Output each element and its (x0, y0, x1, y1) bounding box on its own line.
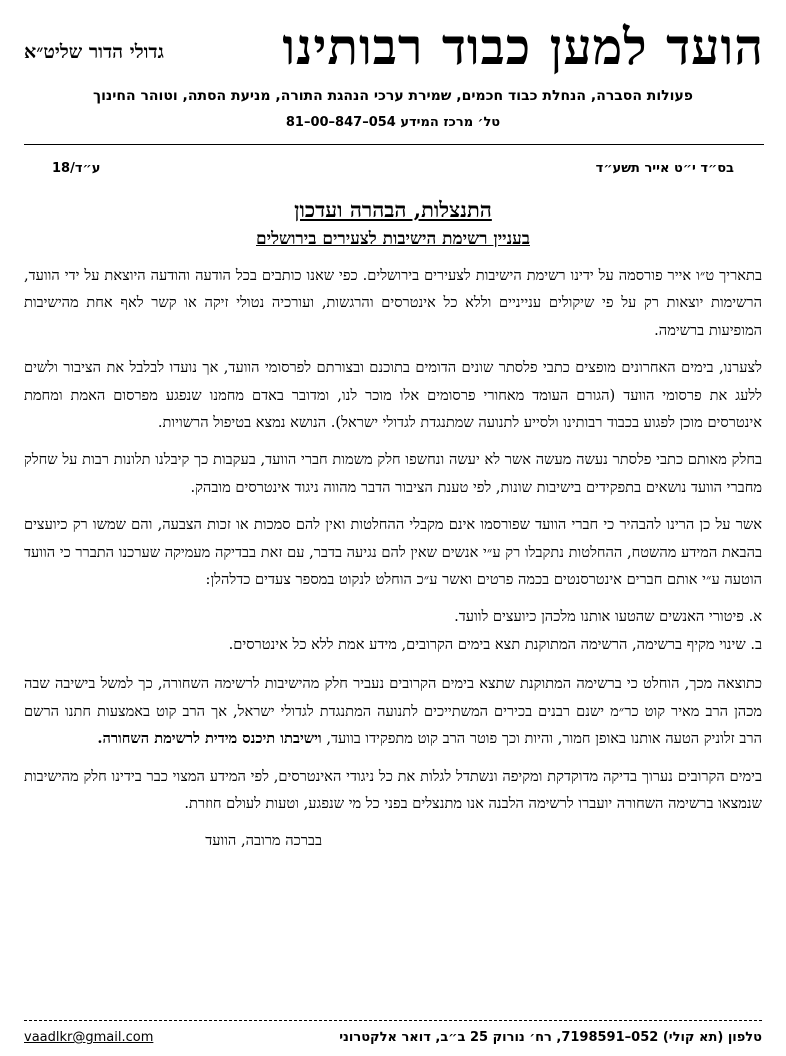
footer-divider (24, 1020, 762, 1021)
info-center-phone: טל׳ מרכז המידע 054–847–00–81 (285, 115, 501, 130)
action-item-b: ב. שינוי מקיף ברשימה, הרשימה המתוקנת תצא בימים הקרובים, מידע אמת ללא כל אינטרסים. (228, 635, 762, 653)
document-reference: 18/ע״ד (52, 161, 101, 176)
footer-contact: טלפון (תא קולי) 052–7198591, רח׳ נורוק 25 ב״ב, דואר אלקטרוני (339, 1030, 762, 1045)
subheadline: בעניין רשימת הישיבות לצעירים בירושלים (256, 229, 530, 249)
paragraph-final: בימים הקרובים נערוך בדיקה מדוקדקת ומקיפה ונשתדל לגלות את כל ניגודי האינטרסים, לפי המידע המצוי כבר בידינו חלק מהישיבות שנמצאו ברשימה השחורה יועברו לרשימה הלבנה אנו מתנצלים בפני כל מי שנפגע, וטעות לעולם חוזרת. (24, 767, 762, 812)
organization-subtitle: גדולי הדור שליט״א (24, 41, 164, 63)
email-link[interactable]: vaadlkr@gmail.com (24, 1030, 154, 1045)
masthead (24, 18, 764, 76)
letter-body (24, 262, 762, 855)
organization-title: הועד למען כבוד רבותינו (282, 17, 764, 76)
action-item-a: א. פיטורי האנשים שהטעו אותנו מלכהן כיועצים לוועד. (454, 608, 762, 626)
paragraph-result-emphasis: וישיבתו תיכנס מידית לרשימת השחורה. (97, 730, 322, 748)
footer (24, 1028, 762, 1048)
paragraph-result-text: כתוצאה מכך, הוחלט כי ברשימה המתוקנת שתצא בימים הקרובים נעביר חלק מהישיבות לרשימה השחורה, כך למשל בישיבה שבה מכהן הרב מאיר קוט כר״מ ישנם רבנים בכירים המשתייכים לתנועה המתנגדת לגדולי ישראל, אך הרב קוט באמצעות חתנו הרשם הרב זלוניק הטעה אותנו באופן חמור, והיות וכך פוטר הרב קוט מתפקידו בוועד, (24, 675, 762, 748)
paragraph-1: בתאריך ט״ו אייר פורסמה על ידינו רשימת הישיבות לצעירים בירושלים. כפי שאנו כותבים בכל הודעה והודעה היוצאת על ידי הוועד, הרשימות יוצאות רק על פי שיקולים ענייניים וללא כל אינטרסים והרגשות, ועורכיה נטולי זיקה או קשר לאף אחת מהישיבות המופיעות ברשימה. (24, 267, 762, 339)
paragraph-4: אשר על כן הרינו להבהיר כי חברי הוועד שפורסמו אינם מקבלי ההחלטות ואין להם סמכות או זכות הצבעה, והם שמשו רק כיועצים בהבאת המידע מהשטח, ההחלטות נתקבלו רק ע״י אנשים שאין להם נגיעה בדבר, עם זאת בבדיקה מעמיקה שערכנו התברר כי הוועד הוטעה ע״י אותם חברים אינטרסנטים בכמה פרטים ואשר ע״כ הוחלט לנקוט במספר צעדים כדלהלן: (24, 516, 762, 589)
paragraph-result (24, 670, 762, 752)
paragraph-2: לצערנו, בימים האחרונים מופצים כתבי פלסתר שונים הדומים בתוכנם ובצורתם לפרסומי הוועד, אך נועדו לבלבל את הציבור ולשים ללעג את פרסומי הוועד (הגורם העומד מאחורי פרסומים אלו מוכר לנו, ומדובר באדם מחמנו שנפגע מפרסום האמת ומחמת אינטרסים מוכן לפגוע בכבוד רבותינו ולסייע לתנועה שמתנגדת לגדולי ישראל). הנושא נמצא בטיפול הרשויות. (24, 359, 762, 432)
document-date: בס״ד י״ט אייר תשע״ד (595, 161, 734, 176)
header-divider (24, 144, 764, 145)
footer-email-wrap (24, 1028, 153, 1048)
closing-signature: בברכה מרובה, הוועד (205, 832, 322, 850)
headline: התנצלות, הבהרה ועדכון (294, 197, 492, 222)
activities-line: פעולות הסברה, הנחלת כבוד חכמים, שמירת ערכי הנהגת התורה, מניעת הסתה, וטוהר החינוך (93, 88, 693, 104)
paragraph-3: בחלק מאותם כתבי פלסתר נעשה מעשה אשר לא יעשה ונחשפו חלק משמות חברי הוועד, בעקבות כך קיבלנו תלונות רבות על שחלק מחברי הוועד נושאים בתפקידים בישיבות שונות, לפי טענת הציבור הדבר מהווה ניגוד אינטרסים מובהק. (24, 451, 762, 496)
action-list (24, 603, 762, 658)
